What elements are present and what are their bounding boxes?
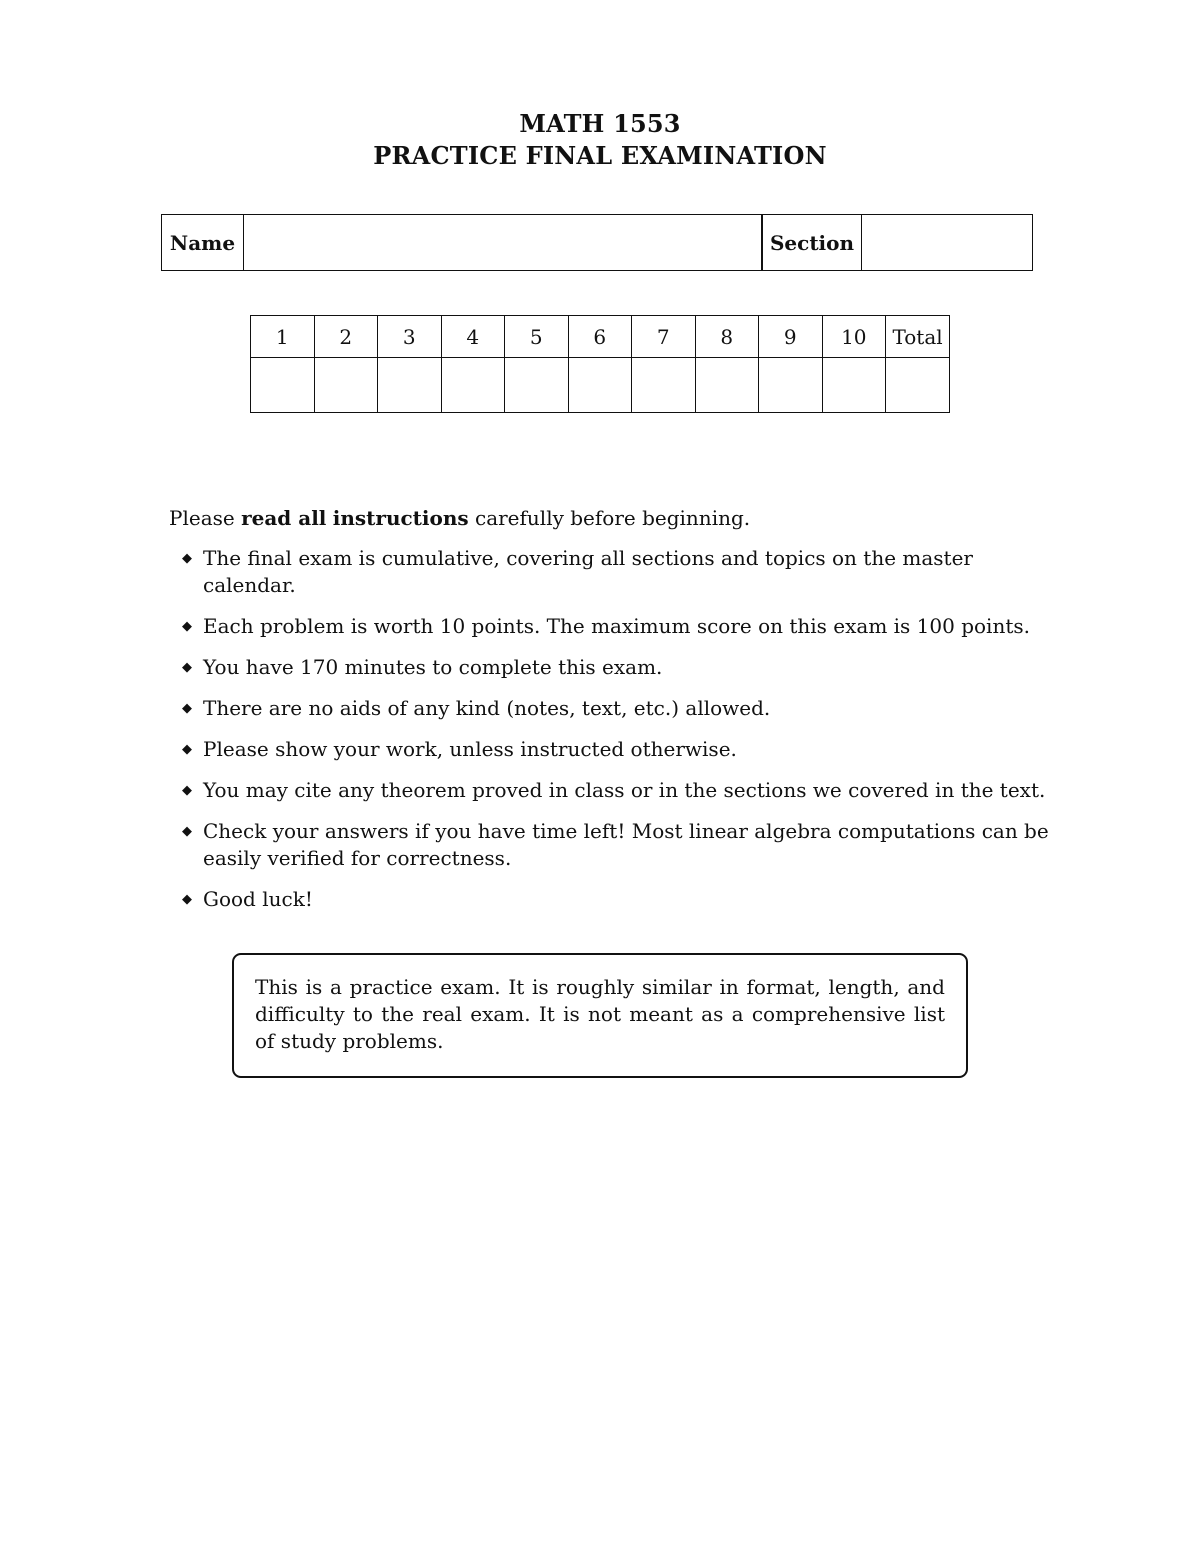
score-header-cell: 7 [632,316,696,358]
diamond-bullet-icon: ◆ [182,783,192,798]
list-item-text: Each problem is worth 10 points. The maximum score on this exam is 100 points. [203,614,1030,638]
diamond-bullet-icon: ◆ [182,551,192,566]
list-item [180,818,1060,872]
diamond-bullet-icon: ◆ [182,701,192,716]
instructions-list [180,545,1060,927]
score-cell[interactable] [314,358,378,413]
list-item [180,886,1060,913]
score-cell[interactable] [759,358,823,413]
score-cell[interactable] [632,358,696,413]
list-item [180,613,1060,640]
list-item-text: There are no aids of any kind (notes, text, etc.) allowed. [203,696,771,720]
diamond-bullet-icon: ◆ [182,660,192,675]
name-label: Name [162,215,244,271]
list-item [180,654,1060,681]
list-item-text: The final exam is cumulative, covering all sections and topics on the master calendar. [203,546,973,597]
list-item-text: You may cite any theorem proved in class or in the sections we covered in the text. [203,778,1046,802]
score-header-cell: 2 [314,316,378,358]
score-cell[interactable] [568,358,632,413]
score-cell[interactable] [695,358,759,413]
diamond-bullet-icon: ◆ [182,619,192,634]
score-cell[interactable] [378,358,442,413]
diamond-bullet-icon: ◆ [182,892,192,907]
list-item [180,736,1060,763]
diamond-bullet-icon: ◆ [182,824,192,839]
intro-suffix: carefully before beginning. [475,506,751,530]
course-title: MATH 1553 [519,109,681,138]
score-cell[interactable] [822,358,886,413]
score-header-cell: 1 [251,316,315,358]
list-item-text: You have 170 minutes to complete this exam. [203,655,663,679]
score-header-cell: 8 [695,316,759,358]
practice-exam-notice: This is a practice exam. It is roughly similar in format, length, and difficulty to the real exam. It is not meant as a comprehensive list of study problems. [232,953,968,1078]
list-item-text: Check your answers if you have time left! Most linear algebra computations can be easily verified for correctness. [203,819,1049,870]
score-cell[interactable] [505,358,569,413]
score-header-cell: 3 [378,316,442,358]
list-item [180,695,1060,722]
list-item-text: Please show your work, unless instructed otherwise. [203,737,737,761]
intro-prefix: Please [169,506,235,530]
list-item [180,545,1060,599]
section-field[interactable] [862,215,1033,271]
student-info-table [161,214,1033,271]
score-total-cell[interactable] [886,358,950,413]
exam-title: PRACTICE FINAL EXAMINATION [373,141,827,170]
score-header-total: Total [886,316,950,358]
score-table [250,315,950,413]
score-header-cell: 10 [822,316,886,358]
instructions-intro [169,506,750,530]
score-cell[interactable] [441,358,505,413]
score-header-cell: 9 [759,316,823,358]
score-cell[interactable] [251,358,315,413]
intro-bold-read-all: read all [241,506,327,530]
diamond-bullet-icon: ◆ [182,742,192,757]
score-header-cell: 4 [441,316,505,358]
name-field[interactable] [244,215,763,271]
score-header-cell: 5 [505,316,569,358]
intro-bold-instructions: instructions [332,506,469,530]
section-label: Section [762,215,862,271]
list-item [180,777,1060,804]
list-item-text: Good luck! [203,887,313,911]
score-header-cell: 6 [568,316,632,358]
